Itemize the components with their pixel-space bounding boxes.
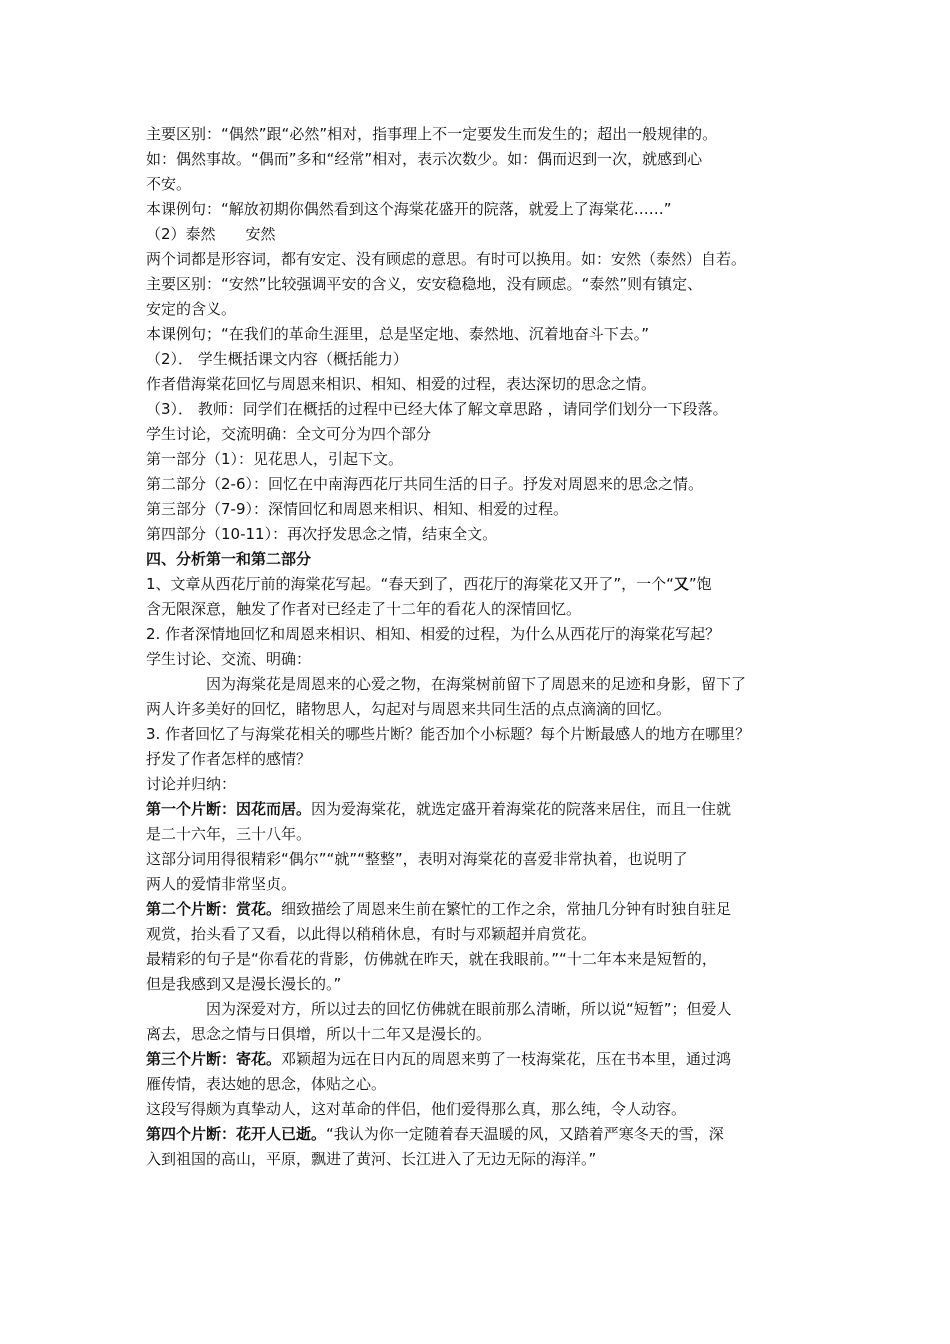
fragment-paragraph (146, 897, 826, 922)
text-segment: 1、文章从西花厅前的海棠花写起。“春天到了，西花厅的海棠花又开了”，一个“ (146, 575, 674, 593)
paragraph-line: 但是我感到又是漫长漫长的。” (146, 975, 342, 993)
fragment-paragraph (146, 797, 826, 822)
paragraph-line: 是二十六年，三十八年。 (146, 825, 312, 843)
fragment-text: “我认为你一定随着春天温暖的风，又踏着严寒冬天的雪，深 (326, 1125, 724, 1143)
outline-item: 第一部分（1）：见花思人，引起下文。 (146, 450, 404, 468)
paragraph-line: 最精彩的句子是“你看花的背影，仿佛就在昨天，就在我眼前。”“十二年本来是短暂的， (146, 950, 717, 968)
fragment-title: 第四个片断：花开人已逝。 (146, 1125, 327, 1143)
paragraph-line (146, 572, 826, 597)
subsection-label: （2）泰然 安然 (146, 225, 276, 243)
fragment-paragraph (146, 1122, 826, 1147)
paragraph-line: 讨论并归纳： (146, 775, 237, 793)
paragraph-line: 主要区别：“偶然”跟“必然”相对，指事理上不一定要发生而发生的；超出一般规律的。 (146, 125, 718, 143)
example-sentence: 本课例句：“解放初期你偶然看到这个海棠花盛开的院落，就爱上了海棠花……” (146, 200, 672, 218)
fragment-title: 第一个片断：因花而居。 (146, 800, 312, 818)
paragraph-line: 入到祖国的高山，平原，飘进了黄河、长江进入了无边无际的海洋。” (146, 1150, 597, 1168)
paragraph-line: 这部分词用得很精彩“偶尔”“就”“整整”，表明对海棠花的喜爱非常执着，也说明了 (146, 850, 688, 868)
paragraph-line: 学生讨论、交流、明确： (146, 650, 312, 668)
document-page (146, 122, 826, 1172)
paragraph-line: 安定的含义。 (146, 300, 237, 318)
outline-item: 第三部分（7-9）：深情回忆和周恩来相识、相知、相爱的过程。 (146, 500, 569, 518)
example-sentence: 本课例句；“在我们的革命生涯里，总是坚定地、泰然地、沉着地奋斗下去。” (146, 325, 650, 343)
paragraph-line: 含无限深意，触发了作者对已经走了十二年的看花人的深情回忆。 (146, 600, 582, 618)
paragraph-line: 两人许多美好的回忆，睹物思人，勾起对与周恩来共同生活的点点滴滴的回忆。 (146, 700, 672, 718)
paragraph-line: 观赏，抬头看了又看，以此得以稍稍休息，有时与邓颖超并肩赏花。 (146, 925, 597, 943)
fragment-text: 邓颖超为远在日内瓦的周恩来剪了一枝海棠花，压在书本里，通过鸿 (281, 1050, 732, 1068)
section-heading: 四、分析第一和第二部分 (146, 550, 312, 568)
fragment-text: 因为爱海棠花，就选定盛开着海棠花的院落来居住，而且一住就 (311, 800, 732, 818)
fragment-text: 细致描绘了周恩来生前在繁忙的工作之余，常抽几分钟有时独自驻足 (281, 900, 732, 918)
paragraph-line: 如：偶然事故。“偶而”多和“经常”相对，表示次数少。如：偶而迟到一次，就感到心 (146, 150, 703, 168)
question-line: 3. 作者回忆了与海棠花相关的哪些片断？能否加个小标题？每个片断最感人的地方在哪里？ (146, 725, 751, 743)
subsection-label: （2）． 学生概括课文内容（概括能力） (146, 350, 408, 368)
paragraph-line: 因为深爱对方，所以过去的回忆仿佛就在眼前那么清晰，所以说“短暂”；但爱人 (206, 1000, 732, 1018)
paragraph-line: 学生讨论，交流明确：全文可分为四个部分 (146, 425, 432, 443)
paragraph-line: 作者借海棠花回忆与周恩来相识、相知、相爱的过程，表达深切的思念之情。 (146, 375, 657, 393)
paragraph-line: 不安。 (146, 175, 192, 193)
outline-item: 第四部分（10-11）：再次抒发思念之情，结束全文。 (146, 525, 498, 543)
subsection-label: （3）． 教师：同学们在概括的过程中已经大体了解文章思路 ，请同学们划分一下段落。 (146, 400, 728, 418)
text-segment: ”饱 (688, 575, 712, 593)
paragraph-line: 这段写得颇为真挚动人，这对革命的伴侣，他们爱得那么真，那么纯，令人动容。 (146, 1100, 687, 1118)
fragment-title: 第三个片断：寄花。 (146, 1050, 282, 1068)
paragraph-line: 雁传情，表达她的思念，体贴之心。 (146, 1075, 387, 1093)
paragraph-line: 两人的爱情非常坚贞。 (146, 875, 297, 893)
paragraph-line: 主要区别：“安然”比较强调平安的含义，安安稳稳地，没有顾虑。“泰然”则有镇定、 (146, 275, 703, 293)
paragraph-line: 两个词都是形容词，都有安定、没有顾虑的意思。有时可以换用。如：安然（泰然）自若。 (146, 250, 747, 268)
question-line: 抒发了作者怎样的感情？ (146, 750, 312, 768)
paragraph-line: 因为海棠花是周恩来的心爱之物，在海棠树前留下了周恩来的足迹和身影，留下了 (206, 675, 747, 693)
question-line: 2. 作者深情地回忆和周恩来相识、相知、相爱的过程，为什么从西花厅的海棠花写起？ (146, 625, 721, 643)
fragment-title: 第二个片断：赏花。 (146, 900, 282, 918)
fragment-paragraph (146, 1047, 826, 1072)
emphasized-word: 又 (673, 575, 689, 593)
outline-item: 第二部分（2-6）：回忆在中南海西花厅共同生活的日子。抒发对周恩来的思念之情。 (146, 475, 704, 493)
paragraph-line: 离去，思念之情与日俱增，所以十二年又是漫长的。 (146, 1025, 492, 1043)
